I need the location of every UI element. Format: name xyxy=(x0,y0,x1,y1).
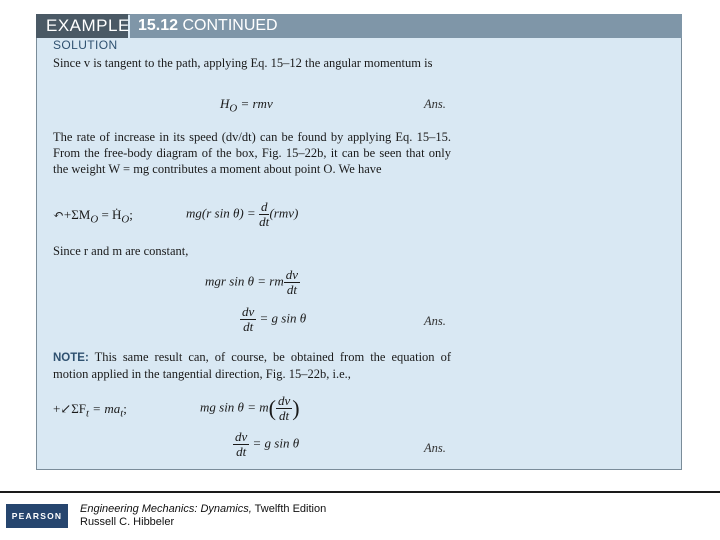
answer-label-1: Ans. xyxy=(424,97,446,111)
eq2-left: ↶+ΣM xyxy=(53,207,91,222)
eq4-frac-top: dv xyxy=(242,304,255,319)
eq5-left: +↙ΣF xyxy=(53,401,87,416)
note-paragraph xyxy=(53,349,451,382)
example-number: 15.12 xyxy=(138,17,179,34)
eq5-right: mg sin θ = m xyxy=(200,399,269,415)
eq5-sep: ; xyxy=(123,401,127,416)
eq2-right-a: mg(r sin θ) = xyxy=(186,205,259,221)
eq3-frac-bot: dt xyxy=(286,282,297,297)
equation-2-left xyxy=(53,207,133,226)
eq5-left-sub: t xyxy=(86,407,90,420)
eq1-symbol: H xyxy=(220,96,230,111)
eq2-fraction xyxy=(259,200,270,229)
solution-paragraph-1: Since v is tangent to the path, applying Eq. 15–12 the angular momentum is xyxy=(53,56,433,70)
book-author: Russell C. Hibbeler xyxy=(80,516,175,528)
answer-label-3: Ans. xyxy=(424,441,446,455)
eq5-mid: = ma xyxy=(89,401,121,416)
eq2-frac-bot: dt xyxy=(259,214,270,229)
eq2-sep: ; xyxy=(129,207,133,222)
eq2-mid: = Ḣ xyxy=(98,207,122,222)
book-edition: Twelfth Edition xyxy=(251,503,327,515)
continued-label: CONTINUED xyxy=(182,17,278,34)
eq6-frac-bot: dt xyxy=(236,444,247,459)
eq1-rhs: = rmv xyxy=(237,96,273,111)
eq5-mid-sub: t xyxy=(120,407,124,420)
eq2-frac-top: d xyxy=(260,199,268,214)
example-panel xyxy=(36,14,682,470)
eq2-right-b: (rmv) xyxy=(269,205,299,221)
example-label: EXAMPLE xyxy=(36,14,128,38)
eq6-frac-top: dv xyxy=(235,429,248,444)
eq3-frac-top: dv xyxy=(285,267,299,282)
eq2-mid-sub: O xyxy=(121,213,130,226)
solution-paragraph-3: Since r and m are constant, xyxy=(53,244,189,258)
example-title xyxy=(130,14,682,38)
equation-6 xyxy=(233,430,299,459)
footer-credit xyxy=(80,503,326,529)
pearson-logo: PEARSON xyxy=(6,504,68,528)
eq1-sub: O xyxy=(229,102,238,115)
eq3-fraction xyxy=(284,268,300,297)
equation-5-left xyxy=(53,401,127,420)
equation-2-right xyxy=(186,200,298,229)
equation-5-right: mg sin θ = m( $\frac{dv}{dt}$ ) xyxy=(200,393,300,423)
eq4-rhs: = g sin θ xyxy=(256,310,307,326)
eq3-left: mgr sin θ = rm xyxy=(205,273,284,289)
solution-heading: SOLUTION xyxy=(53,38,118,52)
answer-label-2: Ans. xyxy=(424,314,446,328)
equation-3 xyxy=(205,268,300,297)
eq2-left-sub: O xyxy=(90,213,99,226)
equation-1 xyxy=(220,96,273,115)
note-text: This same result can, of course, be obtained from the equation of motion applied in the tangential direction, Fig. 15–22b, i.e., xyxy=(53,350,451,381)
eq6-rhs: = g sin θ xyxy=(249,435,300,451)
solution-paragraph-2: The rate of increase in its speed (dv/dt) can be found by applying Eq. 15–15. From the free-body diagram of the box, Fig. 15–22b, it can be seen that only the weight W = mg contributes a moment about point O. We have xyxy=(53,130,451,176)
eq4-fraction xyxy=(240,305,256,334)
footer-divider xyxy=(0,491,720,493)
eq4-frac-bot: dt xyxy=(243,319,254,334)
note-label: NOTE: xyxy=(53,352,89,364)
eq5-fraction xyxy=(276,394,292,423)
equation-4 xyxy=(240,305,306,334)
book-title: Engineering Mechanics: Dynamics, xyxy=(80,503,252,515)
eq5-frac-bot: dt xyxy=(279,408,290,423)
eq6-fraction xyxy=(233,430,249,459)
example-header xyxy=(36,14,682,38)
eq5-frac-top: dv xyxy=(277,393,291,408)
